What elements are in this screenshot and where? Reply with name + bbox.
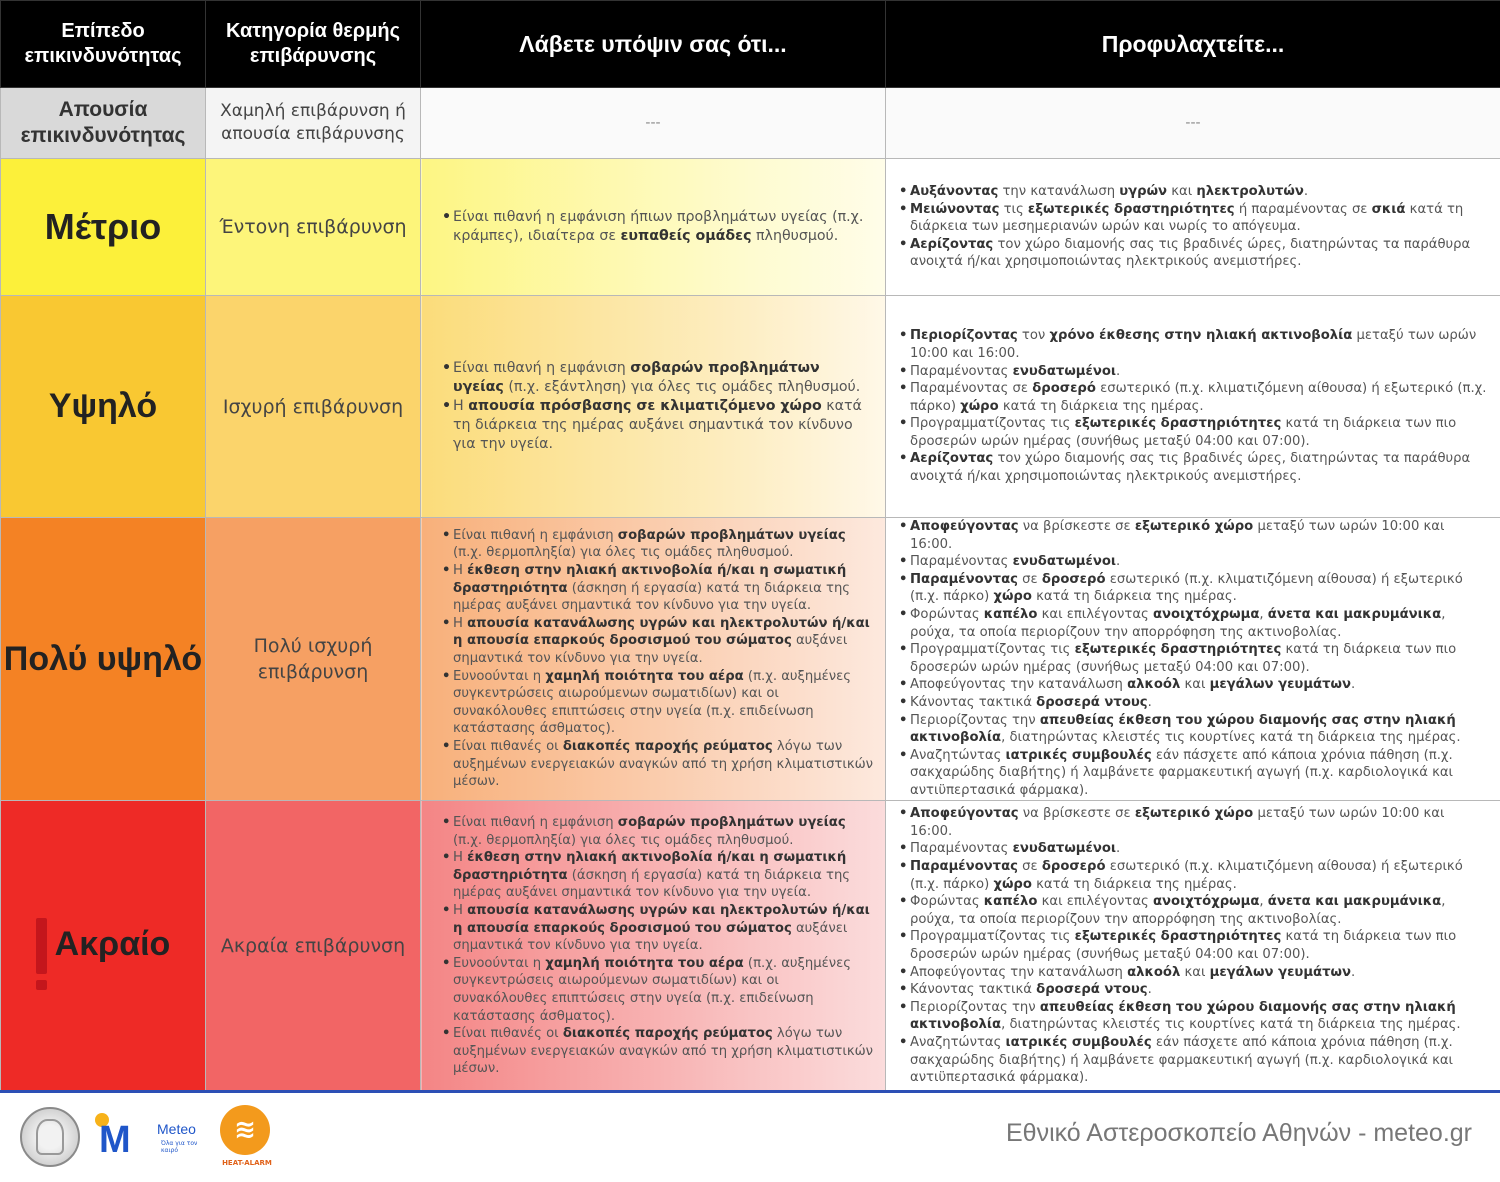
list-item: • Περιορίζοντας την απευθείας έκθεση του χώρου διαμονής σας στην ηλιακή ακτινοβολία, διατηρώντας κλειστές τις κουρτίνες κατά τη διάρκεια της ημέρας.: [910, 712, 1490, 747]
category-cell: Έντονη επιβάρυνση: [206, 159, 421, 296]
level-cell: Πολύ υψηλό: [1, 518, 206, 801]
list-item: • Αναζητώντας ιατρικές συμβουλές εάν πάσχετε από κάποια χρόνια πάθηση (π.χ. σακχαρώδης διαβήτης) ή λαμβάνετε φαρμακευτική αγωγή (π.χ. καρδιολογικά και αντιϋπερτασικά φάρμακα).: [910, 747, 1490, 800]
list-item: • Η έκθεση στην ηλιακή ακτινοβολία ή/και η σωματική δραστηριότητα (άσκηση ή εργασία) κατά τη διάρκεια της ημέρας αυξάνει σημαντικά τον κίνδυνο για την υγεία.: [453, 849, 875, 902]
category-cell: Ισχυρή επιβάρυνση: [206, 296, 421, 518]
list-item: • Αποφεύγοντας την κατανάλωση αλκοόλ και μεγάλων γευμάτων.: [910, 964, 1490, 982]
list-item: • Είναι πιθανή η εμφάνιση σοβαρών προβλημάτων υγείας (π.χ. θερμοπληξία) για όλες τις ομάδες πληθυσμού.: [453, 814, 875, 849]
list-item: • Προγραμματίζοντας τις εξωτερικές δραστηριότητες κατά τη διάρκεια των πιο δροσερών ωρών ημέρας (συνήθως μεταξύ 04:00 και 07:00).: [910, 415, 1490, 450]
protect-cell: [886, 296, 1500, 518]
list-item: • Η απουσία κατανάλωσης υγρών και ηλεκτρολυτών ή/και η απουσία επαρκούς δροσισμού του σώματος αυξάνει σημαντικά τον κίνδυνο για την υγεία.: [453, 902, 875, 955]
table-row-high: [1, 296, 1500, 518]
advice-list: [886, 183, 1500, 271]
advice-list: [886, 518, 1500, 800]
advice-list: [886, 327, 1500, 485]
meteo-logo-tagline: Όλα για τον καιρό: [161, 1140, 207, 1154]
heat-waves-icon: ≋: [220, 1105, 270, 1155]
note-cell: [421, 159, 886, 296]
protect-cell: [886, 800, 1500, 1092]
note-list: [421, 814, 885, 1078]
list-item: • Ευνοούνται η χαμηλή ποιότητα του αέρα (π.χ. αυξημένες συγκεντρώσεις αιωρούμενων σωματιδίων) και οι συνακόλουθες επιπτώσεις στην υγεία (π.χ. επιδείνωση κατάστασης άσθματος).: [453, 955, 875, 1025]
list-item: • Παραμένοντας σε δροσερό εσωτερικό (π.χ. κλιματιζόμενη αίθουσα) ή εξωτερικό (π.χ. πάρκο) χώρο κατά τη διάρκεια της ημέρας.: [910, 571, 1490, 606]
list-item: • Παραμένοντας σε δροσερό εσωτερικό (π.χ. κλιματιζόμενη αίθουσα) ή εξωτερικό (π.χ. πάρκο) χώρο κατά τη διάρκεια της ημέρας.: [910, 380, 1490, 415]
list-item: • Είναι πιθανές οι διακοπές παροχής ρεύματος λόγω των αυξημένων ενεργειακών αναγκών από τη χρήση κλιματιστικών μέσων.: [453, 738, 875, 791]
list-item: • Η απουσία κατανάλωσης υγρών και ηλεκτρολυτών ή/και η απουσία επαρκούς δροσισμού του σώματος αυξάνει σημαντικά τον κίνδυνο για την υγεία.: [453, 615, 875, 668]
list-item: • Προγραμματίζοντας τις εξωτερικές δραστηριότητες κατά τη διάρκεια των πιο δροσερών ωρών ημέρας (συνήθως μεταξύ 04:00 και 07:00).: [910, 928, 1490, 963]
table-header-row: [1, 1, 1500, 88]
protect-cell: [886, 518, 1500, 801]
protect-cell: [886, 159, 1500, 296]
list-item: • Αυξάνοντας την κατανάλωση υγρών και ηλεκτρολυτών.: [910, 183, 1490, 201]
table-row-extreme: [1, 800, 1500, 1092]
heat-alarm-logo: [218, 1105, 274, 1171]
list-item: • Προγραμματίζοντας τις εξωτερικές δραστηριότητες κατά τη διάρκεια των πιο δροσερών ωρών ημέρας (συνήθως μεταξύ 04:00 και 07:00).: [910, 641, 1490, 676]
table-row-moderate: [1, 159, 1500, 296]
meteo-logo-mark: M: [99, 1119, 129, 1162]
list-item: • Περιορίζοντας τον χρόνο έκθεσης στην ηλιακή ακτινοβολία μεταξύ των ωρών 10:00 και 16:00.: [910, 327, 1490, 362]
note-list: [421, 359, 885, 454]
list-item: • Είναι πιθανή η εμφάνιση ήπιων προβλημάτων υγείας (π.χ. κράμπες), ιδιαίτερα σε ευπαθείς ομάδες πληθυσμού.: [453, 208, 875, 246]
advice-list: [886, 805, 1500, 1087]
table-row-absent: [1, 88, 1500, 159]
level-cell: Υψηλό: [1, 296, 206, 518]
category-cell: Ακραία επιβάρυνση: [206, 800, 421, 1092]
note-cell: [421, 800, 886, 1092]
list-item: • Παραμένοντας ενυδατωμένοι.: [910, 363, 1490, 381]
note-list: [421, 527, 885, 791]
category-cell: Πολύ ισχυρή επιβάρυνση: [206, 518, 421, 801]
list-item: • Η απουσία πρόσβασης σε κλιματιζόμενο χώρο κατά τη διάρκεια της ημέρας αυξάνει σημαντικά τον κίνδυνο για την υγεία.: [453, 397, 875, 454]
list-item: • Φορώντας καπέλο και επιλέγοντας ανοιχτόχρωμα, άνετα και μακρυμάνικα, ρούχα, τα οποία περιορίζουν την απορρόφηση της ακτινοβολίας.: [910, 893, 1490, 928]
header-level: Επίπεδο επικινδυνότητας: [1, 1, 206, 88]
note-cell: [421, 518, 886, 801]
header-note: Λάβετε υπόψιν σας ότι...: [421, 1, 886, 88]
list-item: • Παραμένοντας ενυδατωμένοι.: [910, 553, 1490, 571]
note-cell: ---: [421, 88, 886, 159]
credit-text: Εθνικό Αστεροσκοπείο Αθηνών - meteo.gr: [1006, 1119, 1472, 1148]
protect-cell: ---: [886, 88, 1500, 159]
header-protect: Προφυλαχτείτε...: [886, 1, 1500, 88]
list-item: • Παραμένοντας ενυδατωμένοι.: [910, 840, 1490, 858]
list-item: • Αερίζοντας τον χώρο διαμονής σας τις βραδινές ώρες, διατηρώντας τα παράθυρα ανοιχτά ή/και χρησιμοποιώντας ηλεκτρικούς ανεμιστήρες.: [910, 450, 1490, 485]
list-item: • Αποφεύγοντας να βρίσκεστε σε εξωτερικό χώρο μεταξύ των ωρών 10:00 και 16:00.: [910, 805, 1490, 840]
list-item: • Αναζητώντας ιατρικές συμβουλές εάν πάσχετε από κάποια χρόνια πάθηση (π.χ. σακχαρώδης διαβήτης) ή λαμβάνετε φαρμακευτική αγωγή (π.χ. καρδιολογικά και αντιϋπερτασικά φάρμακα).: [910, 1034, 1490, 1087]
list-item: • Περιορίζοντας την απευθείας έκθεση του χώρου διαμονής σας στην ηλιακή ακτινοβολία, διατηρώντας κλειστές τις κουρτίνες κατά τη διάρκεια της ημέρας.: [910, 999, 1490, 1034]
list-item: • Ευνοούνται η χαμηλή ποιότητα του αέρα (π.χ. αυξημένες συγκεντρώσεις αιωρούμενων σωματιδίων) και οι συνακόλουθες επιπτώσεις στην υγεία (π.χ. επιδείνωση κατάστασης άσθματος).: [453, 668, 875, 738]
level-cell: [1, 800, 206, 1092]
header-category: Κατηγορία θερμής επιβάρυνσης: [206, 1, 421, 88]
list-item: • Μειώνοντας τις εξωτερικές δραστηριότητες ή παραμένοντας σε σκιά κατά τη διάρκεια των μεσημεριανών ωρών και νωρίς το απόγευμα.: [910, 201, 1490, 236]
category-cell: Χαμηλή επιβάρυνση ή απουσία επιβάρυνσης: [206, 88, 421, 159]
note-cell: [421, 296, 886, 518]
list-item: • Η έκθεση στην ηλιακή ακτινοβολία ή/και η σωματική δραστηριότητα (άσκηση ή εργασία) κατά τη διάρκεια της ημέρας αυξάνει σημαντικά τον κίνδυνο για την υγεία.: [453, 562, 875, 615]
exclamation-icon: [36, 918, 47, 974]
list-item: • Είναι πιθανή η εμφάνιση σοβαρών προβλημάτων υγείας (π.χ. εξάντληση) για όλες τις ομάδες πληθυσμού.: [453, 359, 875, 397]
list-item: • Κάνοντας τακτικά δροσερά ντους.: [910, 981, 1490, 999]
heat-alarm-label: HEAT-ALARM: [218, 1159, 276, 1167]
list-item: • Είναι πιθανές οι διακοπές παροχής ρεύματος λόγω των αυξημένων ενεργειακών αναγκών από τη χρήση κλιματιστικών μέσων.: [453, 1025, 875, 1078]
list-item: • Αποφεύγοντας να βρίσκεστε σε εξωτερικό χώρο μεταξύ των ωρών 10:00 και 16:00.: [910, 518, 1490, 553]
list-item: • Αερίζοντας τον χώρο διαμονής σας τις βραδινές ώρες, διατηρώντας τα παράθυρα ανοιχτά ή/και χρησιμοποιώντας ηλεκτρικούς ανεμιστήρες.: [910, 236, 1490, 271]
level-cell: Απουσία επικινδυνότητας: [1, 88, 206, 159]
list-item: • Αποφεύγοντας την κατανάλωση αλκοόλ και μεγάλων γευμάτων.: [910, 676, 1490, 694]
footer: [0, 1090, 1500, 1182]
list-item: • Είναι πιθανή η εμφάνιση σοβαρών προβλημάτων υγείας (π.χ. θερμοπληξία) για όλες τις ομάδες πληθυσμού.: [453, 527, 875, 562]
list-item: • Φορώντας καπέλο και επιλέγοντας ανοιχτόχρωμα, άνετα και μακρυμάνικα, ρούχα, τα οποία περιορίζουν την απορρόφηση της ακτινοβολίας.: [910, 606, 1490, 641]
list-item: • Κάνοντας τακτικά δροσερά ντους.: [910, 694, 1490, 712]
meteo-logo-text: Meteo: [157, 1121, 196, 1137]
level-label: Ακραίο: [55, 925, 171, 963]
note-list: [421, 208, 885, 246]
noa-seal-logo: [20, 1107, 80, 1167]
meteo-logo: [95, 1113, 207, 1161]
level-cell: Μέτριο: [1, 159, 206, 296]
table-row-very-high: [1, 518, 1500, 801]
list-item: • Παραμένοντας σε δροσερό εσωτερικό (π.χ. κλιματιζόμενη αίθουσα) ή εξωτερικό (π.χ. πάρκο) χώρο κατά τη διάρκεια της ημέρας.: [910, 858, 1490, 893]
